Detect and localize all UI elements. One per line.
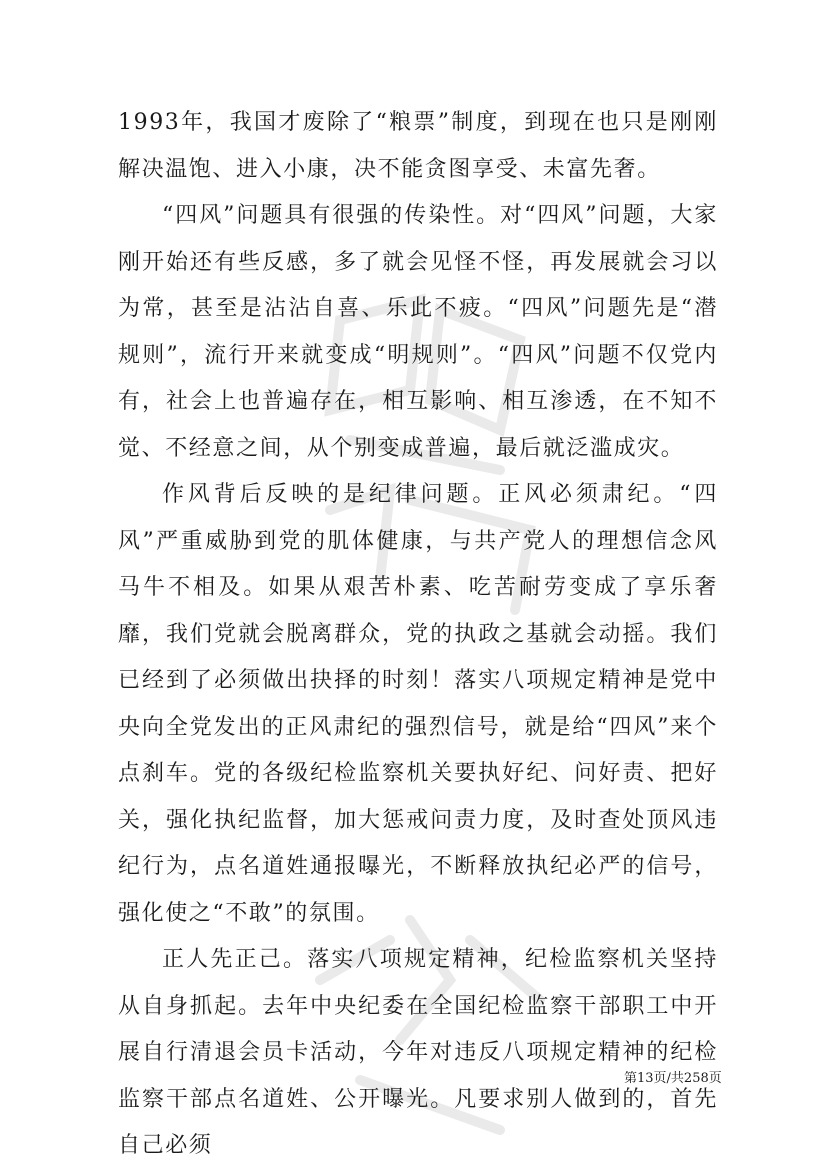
document-body	[118, 100, 718, 1170]
page-number: 第13页/共258页	[624, 1071, 722, 1086]
paragraph: “四风”问题具有很强的传染性。对“四风”问题，大家刚开始还有些反感，多了就会见怪不怪，再发展就会习以为常，甚至是沾沾自喜、乐此不疲。“四风”问题先是“潜规则”，流行开来就变成“明规则”。“四风”问题不仅党内有，社会上也普遍存在，相互影响、相互渗透，在不知不觉、不经意之间，从个别变成普遍，最后就泛滥成灾。	[118, 203, 718, 461]
paragraph: 正人先正己。落实八项规定精神，纪检监察机关坚持从自身抓起。去年中央纪委在全国纪检监察干部职工中开展自行清退会员卡活动，今年对违反八项规定精神的纪检监察干部点名道姓、公开曝光。凡要求别人做到的，首先自己必须	[118, 947, 718, 1158]
paragraph: 作风背后反映的是纪律问题。正风必须肃纪。“四风”严重威胁到党的肌体健康，与共产党人的理想信念风马牛不相及。如果从艰苦朴素、吃苦耐劳变成了享乐奢靡，我们党就会脱离群众，党的执政之基就会动摇。我们已经到了必须做出抉择的时刻！落实八项规定精神是党中央向全党发出的正风肃纪的强烈信号，就是给“四风”来个点刹车。党的各级纪检监察机关要执好纪、问好责、把好关，强化执纪监督，加大惩戒问责力度，及时查处顶风违纪行为，点名道姓通报曝光，不断释放执纪必严的信号，强化使之“不敢”的氛围。	[118, 482, 718, 926]
paragraph: 1993年，我国才废除了“粮票”制度，到现在也只是刚刚解决温饱、进入小康，决不能贪图享受、未富先奢。	[118, 110, 718, 182]
